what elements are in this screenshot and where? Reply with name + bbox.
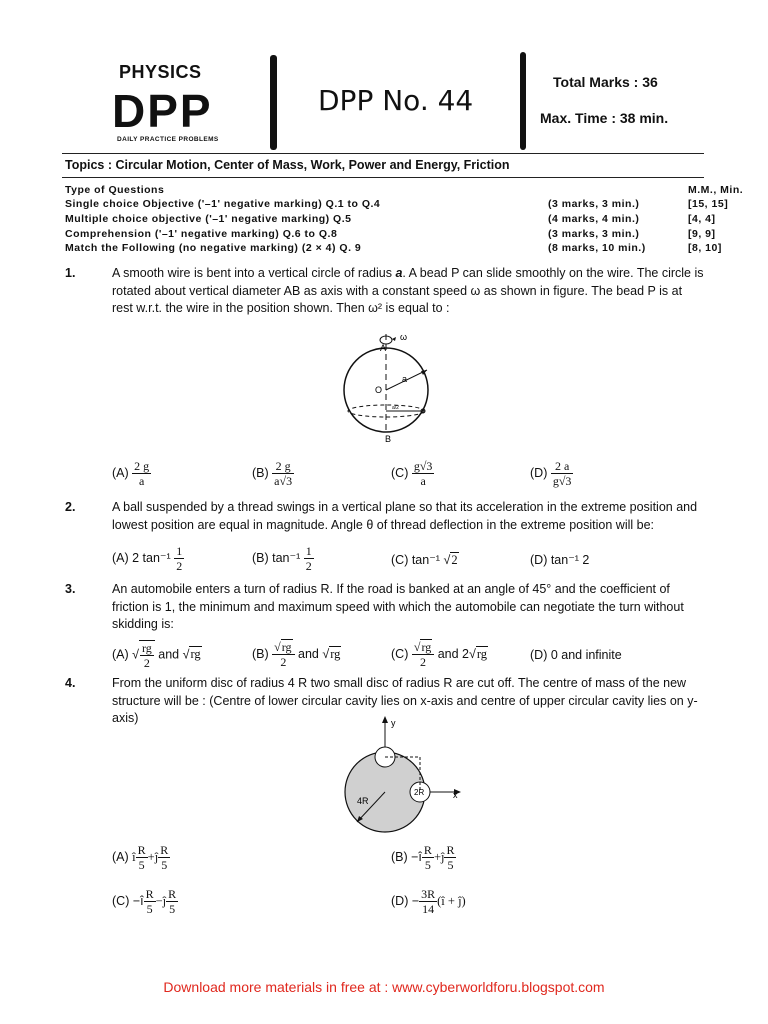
frac-num: g√3 [413, 459, 433, 473]
table-cell-mm: [4, 4] [688, 213, 716, 225]
label-x: x [453, 790, 458, 800]
label-omega: ω [400, 332, 408, 342]
and-text: and [158, 647, 180, 662]
label-y: y [391, 718, 396, 728]
label-a-half: a/2 [392, 405, 399, 411]
table-cell-marks: (4 marks, 4 min.) [548, 213, 640, 225]
table-cell-marks: (3 marks, 3 min.) [548, 228, 640, 240]
question-text-1 [112, 265, 706, 318]
q3-option-c[interactable]: (C) $\frac{√rg}{2}$ and 2√rg [391, 640, 488, 669]
q4-option-d[interactable] [391, 887, 466, 916]
frac-num: 1 [305, 544, 312, 558]
option-label: (D) 0 and infinite [530, 648, 622, 662]
header-divider-right [520, 52, 526, 150]
frac-den: 2 [305, 559, 312, 573]
frac-num: R [168, 887, 177, 901]
q1-text-a: A smooth wire is bent into a vertical circle of radius [112, 266, 396, 280]
table-header [65, 184, 744, 196]
and-text: and [298, 646, 319, 661]
option-label: (A) [112, 849, 129, 864]
table-cell-type: Comprehension ('–1' negative marking) Q.6 to Q.8 [65, 228, 338, 240]
table-cell-type: Multiple choice objective ('–1' negative marking) Q.5 [65, 213, 352, 225]
frac-num: R [137, 843, 146, 857]
table-row [65, 213, 716, 225]
q3-option-b[interactable]: (B) $\frac{√rg}{2}$ and √rg [252, 640, 341, 669]
unit-vector-j: −ĵ [155, 893, 167, 908]
q1-option-d[interactable] [530, 459, 573, 488]
label-O: O [375, 385, 383, 395]
table-header-mm: M.M., Min. [688, 184, 744, 196]
and-text: and 2 [437, 646, 469, 661]
option-label: (B) [252, 646, 269, 661]
unit-vector-i: î [132, 849, 136, 864]
table-cell-marks: (8 marks, 10 min.) [548, 242, 646, 254]
frac-den: a [138, 474, 145, 488]
frac-den: 2 [280, 655, 287, 669]
q4-figure-disc-diagram [335, 714, 470, 834]
frac-den: 5 [146, 902, 153, 916]
label-A: A [380, 343, 387, 353]
table-cell-mm: [15, 15] [688, 198, 729, 210]
label-B: B [385, 434, 392, 444]
vector-sum: (î + ĵ) [437, 893, 466, 908]
q1-text-var: a [395, 266, 403, 280]
question-text-2: A ball suspended by a thread swings in a vertical plane so that its acceleration in the extreme position and lowest position are equal in magnitude. Angle θ of thread deflection in the extreme position will be: [112, 500, 698, 532]
q2-option-a[interactable] [112, 544, 184, 573]
q1-option-a[interactable] [112, 459, 151, 488]
dpp-number: DPP No. 44 [318, 84, 474, 117]
frac-den: 5 [424, 858, 431, 872]
frac-den: a [420, 474, 426, 488]
header-divider-left [270, 55, 277, 150]
frac-num: rg [421, 640, 432, 654]
q3-option-d[interactable] [530, 648, 622, 662]
frac-num: 1 [176, 544, 183, 558]
frac-den: 5 [161, 858, 168, 872]
header-rule [62, 153, 704, 154]
option-label: (B) [252, 465, 269, 480]
option-label: (A) 2 tan⁻¹ [112, 550, 171, 565]
frac-den: 5 [447, 858, 454, 872]
table-cell-type: Match the Following (no negative marking) (2 × 4) Q. 9 [65, 242, 362, 254]
unit-vector-j: +ĵ [433, 849, 445, 864]
question-text-4: From the uniform disc of radius 4 R two small disc of radius R are cut off. The centre of mass of the new structure will be : (Centre of lower circular cavity lies on x-axis and centre of upper circular cavity lies on y-axis) [112, 676, 698, 725]
question-number-4: 4. [65, 676, 76, 690]
frac-num: rg [281, 640, 292, 654]
frac-den: 2 [420, 655, 427, 669]
frac-num: R [446, 843, 455, 857]
radicand: rg [476, 646, 488, 661]
label-a: a [402, 374, 408, 384]
frac-den: 2 [143, 656, 150, 670]
topics-line: Topics : Circular Motion, Center of Mass, Work, Power and Energy, Friction [65, 158, 510, 172]
question-text-3: An automobile enters a turn of radius R. If the road is banked at an angle of 45° and the coefficient of friction is 1, the minimum and maximum speed with which the automobile can negotiate the turn without skidding is: [112, 582, 684, 631]
label-4R: 4R [357, 796, 369, 806]
table-cell-marks: (3 marks, 3 min.) [548, 198, 640, 210]
table-cell-mm: [9, 9] [688, 228, 716, 240]
option-label: (B) −î [391, 849, 422, 864]
dpp-logo-subtitle: DAILY PRACTICE PROBLEMS [117, 136, 219, 143]
option-label: (C) tan⁻¹ [391, 553, 444, 567]
table-cell-type: Single choice Objective ('–1' negative marking) Q.1 to Q.4 [65, 198, 381, 210]
question-number-1: 1. [65, 266, 76, 280]
table-row [65, 242, 722, 254]
subject-title: PHYSICS [119, 62, 202, 82]
dpp-logo: DPP [112, 85, 213, 137]
option-label: (C) [391, 646, 409, 661]
table-row [65, 228, 716, 240]
q3-option-a[interactable]: (A) √ $\frac{rg}{2}$ and √rg [112, 641, 201, 670]
q1-figure-circle-diagram [330, 326, 450, 444]
q4-option-c[interactable] [112, 887, 178, 916]
frac-den: 5 [169, 902, 176, 916]
frac-num: 2 g [134, 459, 150, 473]
frac-num: R [423, 843, 432, 857]
option-label: (B) tan⁻¹ [252, 550, 301, 565]
q2-option-b[interactable] [252, 544, 314, 573]
q2-option-c[interactable]: (C) tan⁻¹ √2 [391, 553, 458, 567]
q1-text-b: . A bead P can slide smoothly on the wire. The circle is rotated about vertical diameter AB as axis with a constant speed ω as shown in figure. The bead P is at rest w.r.t. the wire in the position shown. Then ω² is equal to : [112, 266, 704, 315]
label-2R: 2R [414, 788, 425, 797]
q4-option-b[interactable] [391, 843, 456, 872]
q1-option-b[interactable] [252, 459, 294, 488]
frac-num: 3R [421, 887, 436, 901]
total-marks: Total Marks : 36 [553, 74, 658, 90]
q4-option-a[interactable] [112, 843, 170, 872]
frac-num: 2 g [272, 459, 294, 474]
option-label: (C) [391, 465, 409, 480]
frac-den: g√3 [552, 474, 572, 488]
frac-num: rg [142, 641, 152, 655]
question-number-3: 3. [65, 582, 76, 596]
q1-option-c[interactable] [391, 459, 434, 488]
table-cell-mm: [8, 10] [688, 242, 722, 254]
table-header-type: Type of Questions [65, 184, 165, 196]
option-label: (A) [112, 465, 129, 480]
frac-den: 14 [422, 902, 435, 916]
option-label: (D) − [391, 893, 420, 908]
footer-download-link[interactable]: Download more materials in free at : www.cyberworldforu.blogspot.com [163, 979, 605, 995]
q2-option-d[interactable] [530, 552, 589, 567]
frac-den: 2 [176, 559, 183, 573]
option-label: (C) −î [112, 893, 144, 908]
option-label: (D) [530, 465, 548, 480]
frac-num: 2 a [551, 459, 574, 474]
radicand: rg [190, 647, 201, 662]
frac-den: a√3 [274, 474, 293, 488]
frac-num: R [160, 843, 169, 857]
radicand: rg [330, 646, 341, 661]
frac-den: 5 [138, 858, 145, 872]
table-row [65, 198, 729, 210]
max-time: Max. Time : 38 min. [540, 110, 669, 126]
frac-num: R [145, 887, 154, 901]
question-number-2: 2. [65, 500, 76, 514]
option-label: (A) [112, 647, 129, 662]
radicand: 2 [451, 553, 458, 567]
option-label: (D) tan⁻¹ 2 [530, 553, 590, 567]
unit-vector-j: +ĵ [147, 849, 159, 864]
topics-rule [62, 177, 704, 178]
